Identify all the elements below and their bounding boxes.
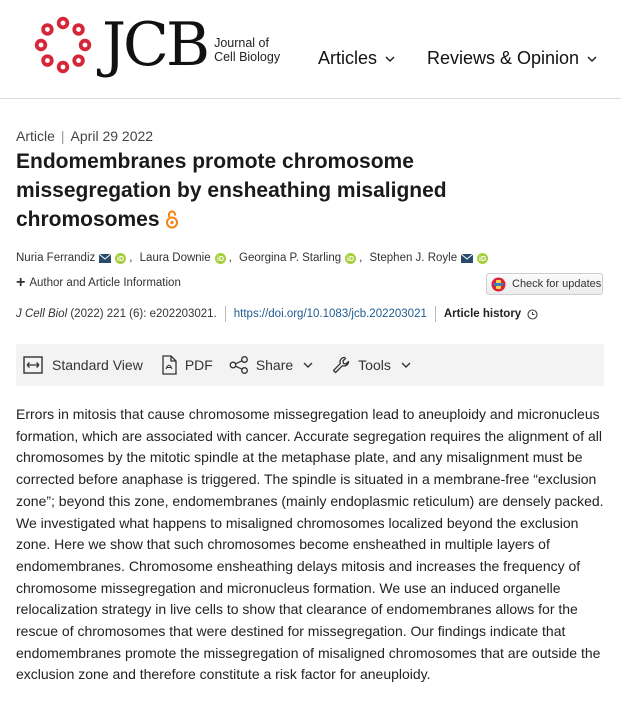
article-title (16, 147, 536, 234)
logo-subtitle-line2: Cell Biology (214, 50, 281, 64)
jcb-logo-mark-icon (30, 12, 96, 78)
article-type: Article (16, 128, 55, 144)
article-history-label: Article history (443, 308, 522, 320)
mail-icon[interactable] (461, 254, 473, 263)
svg-text:iD: iD (117, 255, 125, 263)
author-name: Nuria Ferrandiz (16, 252, 96, 264)
divider (225, 306, 226, 322)
orcid-icon[interactable] (477, 253, 488, 264)
tools-menu-button[interactable] (331, 344, 412, 386)
author-separator: , (228, 252, 232, 264)
share-menu-button[interactable] (229, 344, 314, 386)
tools-label: Tools (358, 357, 391, 373)
jcb-logo[interactable] (30, 12, 280, 78)
citation-line (16, 306, 538, 322)
orcid-icon[interactable] (115, 253, 126, 264)
abstract-text: Errors in mitosis that cause chromosome missegregation lead to aneuploidy and micronucleus formation, which are associated with cancer. Accurate segregation requires the alignment of all chromosomes by the mitotic spindle at the metaphase plate, and any misalignment must be corrected before anaphase is triggered. The spindle is situated in a membrane-free “exclusion zone”; beyond this zone, endomembranes (mainly endoplasmic reticulum) are densely packed. We investigated what happens to misaligned chromosomes localized beyond the exclusion zone. Here we show that such chromosomes become ensheathed in multiple layers of endomembranes. Chromosome ensheathing delays mitosis and increases the frequency of chromosome missegregation and micronucleus formation. We use an induced organelle relocalization strategy in live cells to show that clearance of endomembranes allows for the rescue of chromosomes that were destined for missegregation. Our findings indicate that endomembranes promote the missegregation of misaligned chromosomes that are outside the exclusion zone and therefore constitute a risk factor for aneuploidy. (16, 406, 604, 683)
wrench-icon (331, 355, 351, 375)
article-history-button[interactable] (444, 308, 538, 320)
open-access-icon (165, 209, 179, 229)
standard-view-label: Standard View (52, 357, 143, 373)
mail-icon[interactable] (99, 254, 111, 263)
svg-text:iD: iD (216, 255, 224, 263)
site-header (0, 0, 621, 99)
share-label: Share (255, 357, 294, 373)
orcid-icon[interactable] (215, 253, 226, 264)
citation-journal: J Cell Biol (16, 308, 68, 320)
author-item[interactable] (16, 252, 126, 264)
divider (435, 306, 436, 322)
article-toolbar (16, 344, 604, 386)
author-info-label: Author and Article Information (29, 277, 181, 289)
check-for-updates-button[interactable] (486, 273, 603, 295)
author-item[interactable] (370, 252, 489, 264)
history-clock-icon (527, 309, 538, 320)
svg-text:iD: iD (347, 255, 355, 263)
author-info-toggle[interactable] (16, 274, 181, 291)
article-meta (16, 128, 153, 144)
author-list (16, 252, 488, 264)
article-date: April 29 2022 (70, 128, 154, 144)
author-separator: , (129, 252, 133, 264)
standard-view-button[interactable] (23, 344, 143, 386)
pdf-icon (160, 355, 178, 375)
share-icon (229, 356, 249, 374)
chevron-down-icon (586, 53, 598, 65)
nav-articles-label: Articles (318, 48, 378, 68)
pdf-button[interactable] (160, 344, 213, 386)
nav-reviews-opinion[interactable] (427, 48, 598, 69)
article-title-text: Endomembranes promote chromosome missegregation by ensheathing misaligned chromosomes (16, 150, 447, 231)
logo-subtitle (214, 36, 280, 64)
svg-text:iD: iD (479, 255, 487, 263)
author-item[interactable] (140, 252, 226, 264)
pdf-label: PDF (184, 357, 213, 373)
plus-icon: + (16, 274, 26, 291)
author-name: Stephen J. Royle (369, 252, 458, 264)
chevron-down-icon (302, 359, 314, 371)
nav-reviews-label: Reviews & Opinion (427, 48, 580, 68)
standard-view-icon (23, 356, 43, 374)
logo-subtitle-line1: Journal of (214, 36, 269, 50)
chevron-down-icon (400, 359, 412, 371)
logo-wordmark: JCB (102, 10, 208, 80)
citation-details: (2022) 221 (6): e202203021. (70, 308, 217, 320)
author-separator: , (359, 252, 363, 264)
author-name: Georgina P. Starling (239, 252, 342, 264)
author-item[interactable] (239, 252, 356, 264)
nav-articles[interactable] (318, 48, 396, 69)
meta-separator: | (60, 128, 65, 144)
crossmark-icon (491, 277, 506, 292)
chevron-down-icon (384, 53, 396, 65)
author-name: Laura Downie (139, 252, 211, 264)
orcid-icon[interactable] (345, 253, 356, 264)
check-for-updates-label: Check for updates (512, 278, 602, 290)
doi-link[interactable]: https://doi.org/10.1083/jcb.202203021 (233, 308, 427, 320)
